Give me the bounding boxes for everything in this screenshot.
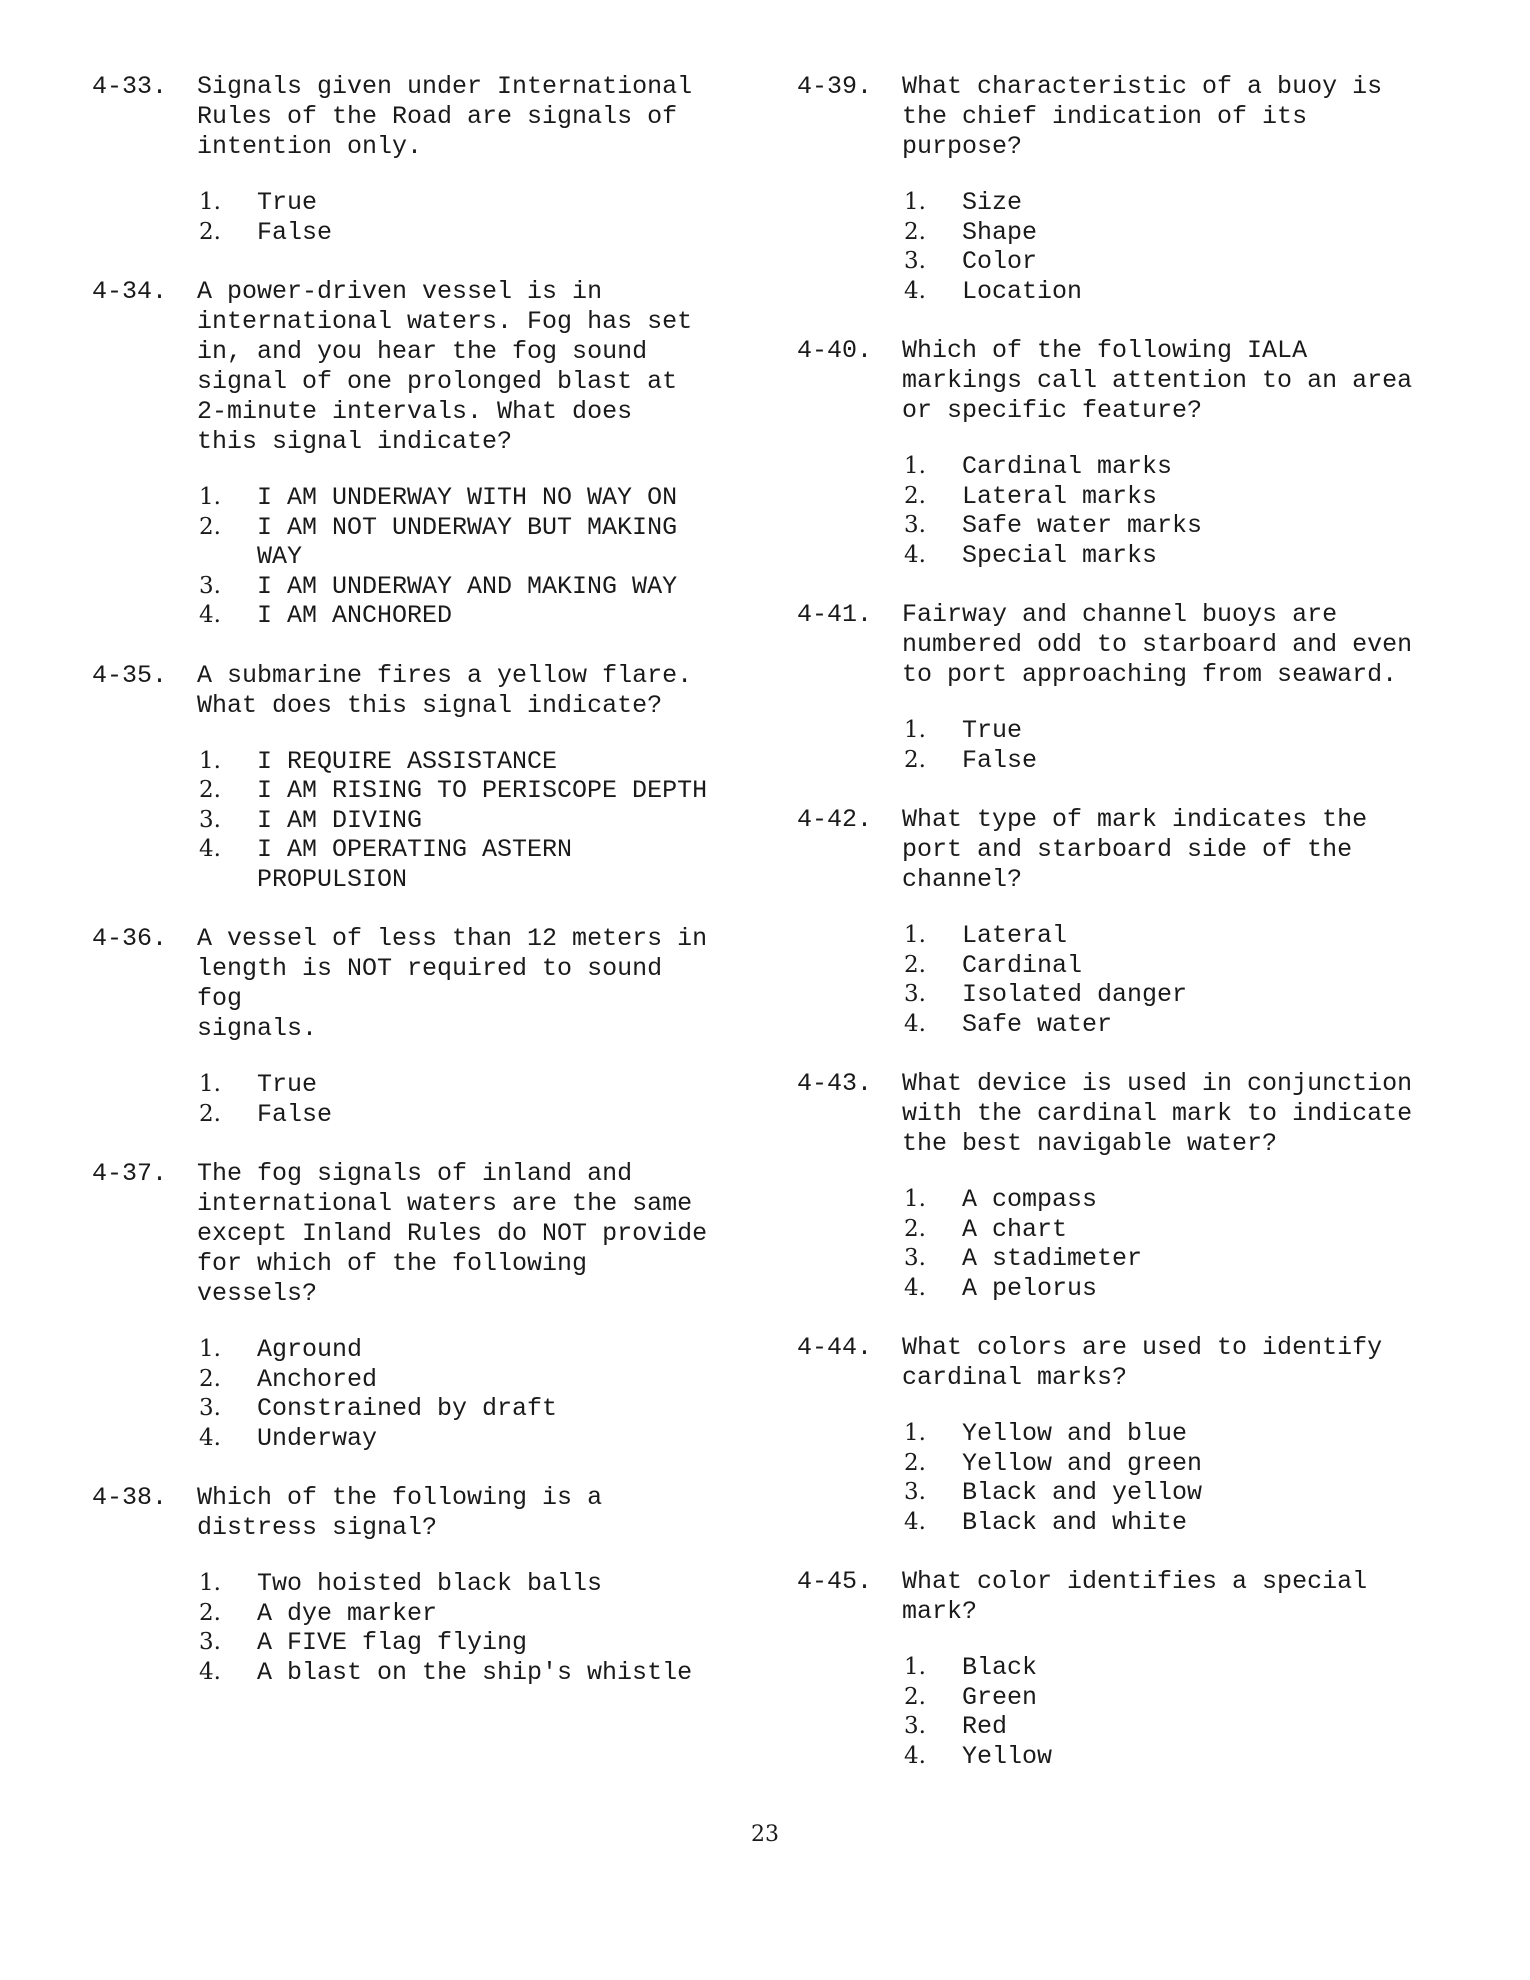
answer-option bbox=[197, 1599, 742, 1629]
option-text: Color bbox=[962, 247, 1038, 276]
option-number: 2. bbox=[199, 218, 221, 245]
question-text: What color identifies a special mark? bbox=[902, 1567, 1368, 1626]
option-number: 3. bbox=[199, 572, 221, 599]
option-text: Safe water marks bbox=[962, 511, 1203, 540]
answer-option bbox=[197, 1424, 742, 1454]
question-header bbox=[92, 1483, 742, 1543]
option-text: A compass bbox=[962, 1185, 1098, 1214]
question-block bbox=[797, 72, 1447, 306]
option-text: Yellow and green bbox=[962, 1448, 1203, 1478]
question-header bbox=[797, 1069, 1447, 1159]
option-number: 3. bbox=[904, 1479, 926, 1505]
answer-option bbox=[197, 188, 742, 218]
answer-option bbox=[902, 1419, 1447, 1449]
answer-option bbox=[197, 218, 742, 248]
option-number: 4. bbox=[199, 836, 221, 862]
answer-option bbox=[902, 1508, 1447, 1538]
question-block bbox=[797, 1333, 1447, 1537]
option-number: 2. bbox=[904, 1449, 926, 1476]
option-number: 4. bbox=[904, 541, 926, 568]
right-column bbox=[797, 72, 1447, 1801]
question-number: 4-35. bbox=[92, 660, 168, 690]
option-number: 2. bbox=[904, 746, 926, 773]
option-text: Safe water bbox=[962, 1009, 1113, 1039]
option-number: 2. bbox=[904, 1215, 926, 1242]
question-block bbox=[797, 600, 1447, 775]
question-number: 4-37. bbox=[92, 1159, 168, 1188]
option-number: 3. bbox=[904, 1245, 926, 1271]
question-number: 4-43. bbox=[797, 1069, 873, 1098]
option-text: Cardinal marks bbox=[962, 452, 1173, 481]
question-text: What characteristic of a buoy is the chief indication of its purpose? bbox=[902, 72, 1383, 161]
answer-option bbox=[902, 1653, 1447, 1683]
answer-option bbox=[902, 277, 1447, 307]
question-header bbox=[797, 600, 1447, 690]
option-text: Yellow bbox=[962, 1741, 1053, 1771]
question-number: 4-41. bbox=[797, 600, 873, 629]
question-number: 4-45. bbox=[797, 1567, 873, 1596]
answer-option bbox=[902, 511, 1447, 541]
answer-option bbox=[902, 1244, 1447, 1274]
answer-option bbox=[902, 541, 1447, 571]
answer-option bbox=[902, 1742, 1447, 1772]
answer-option bbox=[902, 716, 1447, 746]
question-block bbox=[797, 1567, 1447, 1771]
option-number: 2. bbox=[199, 1365, 221, 1392]
answer-option bbox=[902, 1683, 1447, 1713]
option-text: True bbox=[257, 1070, 318, 1099]
option-number: 3. bbox=[904, 248, 926, 274]
option-number: 2. bbox=[904, 951, 926, 978]
option-number: 1. bbox=[904, 1654, 926, 1680]
question-number: 4-42. bbox=[797, 805, 873, 834]
option-number: 1. bbox=[904, 1420, 926, 1446]
option-number: 1. bbox=[199, 1336, 221, 1362]
answer-option bbox=[197, 747, 742, 777]
answer-option bbox=[902, 1185, 1447, 1215]
answer-option bbox=[902, 452, 1447, 482]
option-number: 4. bbox=[199, 1424, 221, 1451]
question-block bbox=[92, 924, 742, 1129]
left-column bbox=[92, 72, 742, 1717]
answer-option bbox=[197, 1070, 742, 1100]
answer-option bbox=[197, 1628, 742, 1658]
question-text: A vessel of less than 12 meters in length is NOT required to sound fog signals. bbox=[197, 924, 708, 1043]
option-text: A chart bbox=[962, 1214, 1068, 1244]
option-number: 2. bbox=[904, 218, 926, 245]
question-header bbox=[92, 277, 742, 457]
answer-option bbox=[902, 746, 1447, 776]
option-text: A dye marker bbox=[257, 1598, 438, 1628]
question-header bbox=[797, 1333, 1447, 1393]
question-block bbox=[797, 805, 1447, 1039]
option-text: Two hoisted black balls bbox=[257, 1569, 603, 1598]
answer-options bbox=[902, 452, 1447, 570]
answer-option bbox=[197, 513, 742, 572]
answer-options bbox=[902, 716, 1447, 775]
answer-option bbox=[197, 1658, 742, 1688]
option-text: I REQUIRE ASSISTANCE bbox=[257, 746, 558, 776]
option-number: 4. bbox=[904, 1742, 926, 1769]
option-text: A pelorus bbox=[962, 1273, 1098, 1303]
answer-options bbox=[197, 1070, 742, 1129]
answer-option bbox=[902, 218, 1447, 248]
option-text: I AM ANCHORED bbox=[257, 601, 453, 630]
question-header bbox=[797, 72, 1447, 162]
option-text: Black and white bbox=[962, 1507, 1188, 1537]
option-text: A FIVE flag flying bbox=[257, 1628, 528, 1657]
option-text: False bbox=[962, 745, 1038, 775]
answer-option bbox=[902, 1215, 1447, 1245]
option-number: 1. bbox=[199, 1071, 221, 1097]
question-header bbox=[92, 661, 742, 721]
answer-option bbox=[902, 482, 1447, 512]
question-header bbox=[797, 1567, 1447, 1627]
option-number: 2. bbox=[199, 1100, 221, 1127]
option-number: 1. bbox=[199, 1570, 221, 1596]
answer-options bbox=[197, 747, 742, 895]
option-number: 1. bbox=[904, 717, 926, 743]
answer-options bbox=[902, 1185, 1447, 1303]
option-number: 4. bbox=[199, 602, 221, 628]
answer-option bbox=[902, 1449, 1447, 1479]
option-text: Shape bbox=[962, 217, 1038, 247]
option-number: 3. bbox=[199, 1395, 221, 1421]
question-block bbox=[92, 661, 742, 895]
question-block bbox=[92, 72, 742, 247]
option-text: I AM UNDERWAY WITH NO WAY ON bbox=[257, 483, 678, 512]
question-block bbox=[797, 336, 1447, 570]
option-text: Yellow and blue bbox=[962, 1419, 1188, 1448]
answer-options bbox=[197, 188, 742, 247]
option-text: I AM DIVING bbox=[257, 805, 423, 835]
option-number: 1. bbox=[199, 189, 221, 215]
question-number: 4-34. bbox=[92, 277, 168, 306]
option-number: 2. bbox=[199, 1599, 221, 1626]
option-text: True bbox=[257, 188, 318, 217]
answer-option bbox=[197, 483, 742, 513]
answer-options bbox=[197, 1569, 742, 1687]
option-number: 3. bbox=[199, 1629, 221, 1655]
option-number: 4. bbox=[199, 1658, 221, 1685]
question-block bbox=[92, 277, 742, 631]
answer-option bbox=[902, 1010, 1447, 1040]
question-text: Fairway and channel buoys are numbered odd to starboard and even to port approaching from seaward. bbox=[902, 600, 1413, 689]
option-text: I AM RISING TO PERISCOPE DEPTH bbox=[257, 776, 708, 805]
answer-option bbox=[197, 601, 742, 631]
answer-option bbox=[197, 776, 742, 806]
answer-options bbox=[902, 921, 1447, 1039]
question-block bbox=[92, 1159, 742, 1453]
answer-options bbox=[902, 1653, 1447, 1771]
option-number: 1. bbox=[904, 189, 926, 215]
option-number: 1. bbox=[199, 747, 221, 774]
answer-option bbox=[902, 1478, 1447, 1508]
option-number: 2. bbox=[199, 513, 221, 540]
question-number: 4-40. bbox=[797, 336, 873, 365]
question-header bbox=[92, 924, 742, 1044]
option-text: False bbox=[257, 1099, 333, 1129]
option-number: 1. bbox=[199, 484, 221, 510]
question-text: What device is used in conjunction with the cardinal mark to indicate the best navigable water? bbox=[902, 1069, 1413, 1158]
option-number: 1. bbox=[904, 922, 926, 948]
answer-option bbox=[197, 1335, 742, 1365]
option-text: I AM UNDERWAY AND MAKING WAY bbox=[257, 571, 678, 601]
option-text: Cardinal bbox=[962, 950, 1083, 980]
option-number: 4. bbox=[904, 1010, 926, 1037]
option-number: 2. bbox=[904, 482, 926, 509]
answer-option bbox=[902, 951, 1447, 981]
option-text: Lateral marks bbox=[962, 481, 1158, 511]
question-number: 4-38. bbox=[92, 1483, 168, 1512]
option-text: Constrained by draft bbox=[257, 1394, 558, 1423]
option-text: Green bbox=[962, 1682, 1038, 1712]
question-text: A submarine fires a yellow flare. What does this signal indicate? bbox=[197, 660, 693, 720]
option-text: Underway bbox=[257, 1423, 378, 1453]
option-number: 2. bbox=[199, 777, 221, 803]
option-text: Isolated danger bbox=[962, 980, 1188, 1009]
question-block bbox=[797, 1069, 1447, 1303]
option-text: I AM NOT UNDERWAY BUT MAKING WAY bbox=[257, 512, 678, 571]
option-text: True bbox=[962, 716, 1023, 745]
option-number: 1. bbox=[904, 1186, 926, 1212]
option-number: 3. bbox=[199, 806, 221, 833]
answer-options bbox=[197, 1335, 742, 1453]
answer-option bbox=[197, 806, 742, 836]
option-number: 4. bbox=[904, 277, 926, 304]
answer-option bbox=[902, 247, 1447, 277]
option-text: Size bbox=[962, 188, 1023, 217]
question-text: What type of mark indicates the port and starboard side of the channel? bbox=[902, 805, 1368, 894]
answer-option bbox=[902, 980, 1447, 1010]
question-text: The fog signals of inland and international waters are the same except Inland Rules do NOT provide for which of the following vessels? bbox=[197, 1159, 708, 1308]
option-number: 1. bbox=[904, 453, 926, 479]
option-number: 3. bbox=[904, 981, 926, 1007]
question-number: 4-36. bbox=[92, 924, 168, 953]
option-text: False bbox=[257, 217, 333, 247]
option-text: Lateral bbox=[962, 921, 1068, 950]
answer-option bbox=[902, 921, 1447, 951]
option-number: 2. bbox=[904, 1683, 926, 1710]
question-number: 4-33. bbox=[92, 72, 168, 101]
answer-option bbox=[197, 1569, 742, 1599]
option-text: A stadimeter bbox=[962, 1244, 1143, 1273]
answer-option bbox=[902, 1274, 1447, 1304]
option-number: 4. bbox=[904, 1508, 926, 1535]
option-text: I AM OPERATING ASTERN PROPULSION bbox=[257, 835, 573, 894]
question-header bbox=[92, 72, 742, 162]
question-text: What colors are used to identify cardinal marks? bbox=[902, 1333, 1383, 1392]
answer-options bbox=[902, 1419, 1447, 1537]
answer-option bbox=[197, 1394, 742, 1424]
answer-option bbox=[197, 1100, 742, 1130]
page-number: 23 bbox=[751, 1822, 779, 1847]
question-text: A power-driven vessel is in international waters. Fog has set in, and you hear the fog sound signal of one prolonged blast at 2-minute intervals. What does this signal indicate? bbox=[197, 277, 693, 456]
question-text: Signals given under International Rules of the Road are signals of intention only. bbox=[197, 72, 693, 161]
question-header bbox=[92, 1159, 742, 1309]
option-text: Black and yellow bbox=[962, 1478, 1203, 1507]
answer-option bbox=[902, 188, 1447, 218]
option-text: Special marks bbox=[962, 540, 1158, 570]
option-number: 3. bbox=[904, 512, 926, 538]
question-text: Which of the following IALA markings call attention to an area or specific feature? bbox=[902, 336, 1413, 425]
question-block bbox=[92, 1483, 742, 1687]
answer-options bbox=[902, 188, 1447, 306]
option-text: Aground bbox=[257, 1335, 363, 1364]
question-number: 4-39. bbox=[797, 72, 873, 101]
answer-option bbox=[197, 1365, 742, 1395]
question-number: 4-44. bbox=[797, 1333, 873, 1362]
answer-option bbox=[197, 572, 742, 602]
option-text: Location bbox=[962, 276, 1083, 306]
question-text: Which of the following is a distress signal? bbox=[197, 1483, 603, 1542]
option-number: 4. bbox=[904, 1274, 926, 1301]
option-text: A blast on the ship's whistle bbox=[257, 1657, 693, 1687]
question-header bbox=[797, 336, 1447, 426]
answer-options bbox=[197, 483, 742, 631]
option-text: Red bbox=[962, 1712, 1008, 1741]
option-text: Anchored bbox=[257, 1364, 378, 1394]
answer-option bbox=[197, 835, 742, 894]
option-text: Black bbox=[962, 1653, 1038, 1682]
option-number: 3. bbox=[904, 1713, 926, 1739]
answer-option bbox=[902, 1712, 1447, 1742]
question-header bbox=[797, 805, 1447, 895]
